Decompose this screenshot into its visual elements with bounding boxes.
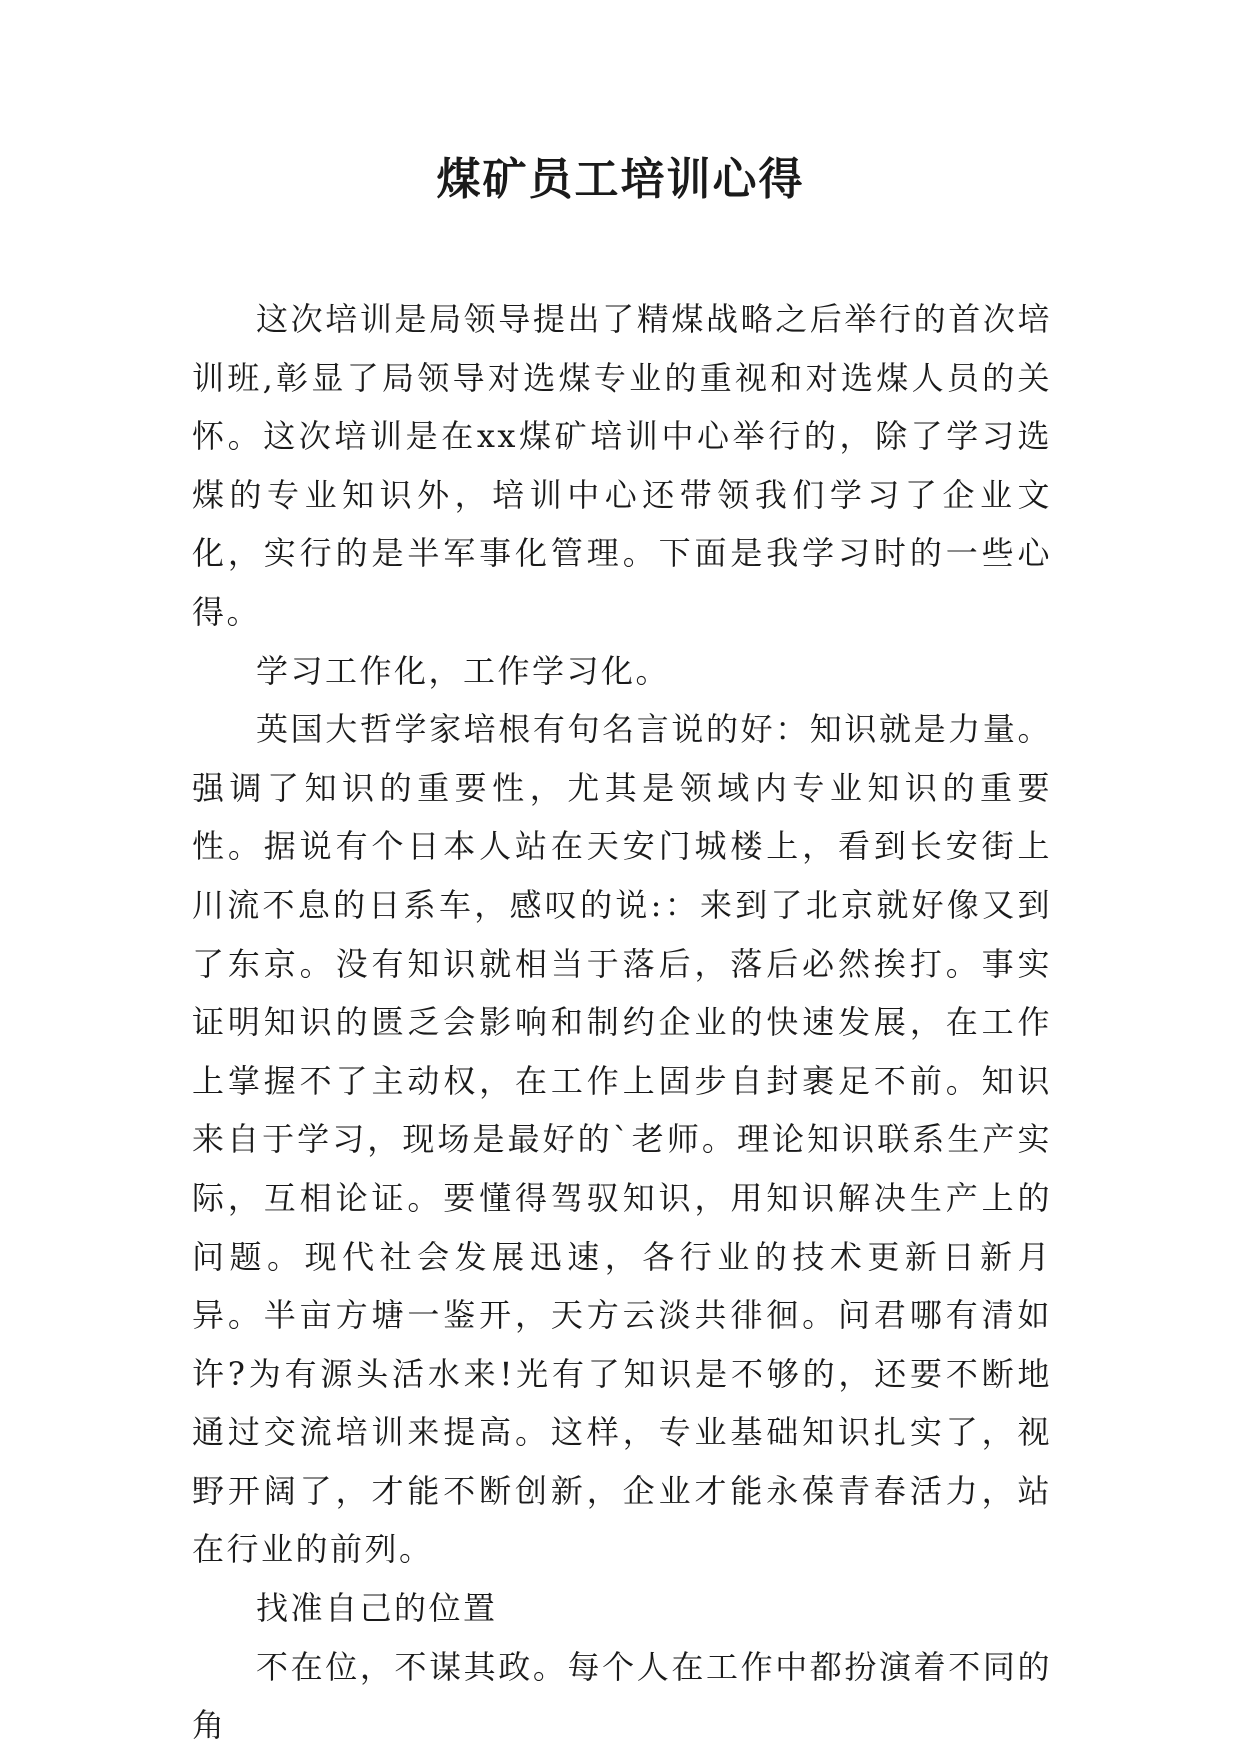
document-body <box>192 290 1052 1755</box>
paragraph: 英国大哲学家培根有句名言说的好：知识就是力量。强调了知识的重要性，尤其是领域内专业知识的重要性。据说有个日本人站在天安门城楼上，看到长安街上川流不息的日系车，感叹的说:：来到了北京就好像又到了东京。没有知识就相当于落后，落后必然挨打。事实证明知识的匮乏会影响和制约企业的快速发展，在工作上掌握不了主动权，在工作上固步自封裹足不前。知识来自于学习，现场是最好的`老师。理论知识联系生产实际，互相论证。要懂得驾驭知识，用知识解决生产上的问题。现代社会发展迅速，各行业的技术更新日新月异。半亩方塘一鉴开，天方云淡共徘徊。问君哪有清如许?为有源头活水来!光有了知识是不够的，还要不断地通过交流培训来提高。这样，专业基础知识扎实了，视野开阔了，才能不断创新，企业才能永葆青春活力，站在行业的前列。 <box>192 710 1052 1569</box>
paragraph: 这次培训是局领导提出了精煤战略之后举行的首次培训班,彰显了局领导对选煤专业的重视和对选煤人员的关怀。这次培训是在xx煤矿培训中心举行的，除了学习选煤的专业知识外，培训中心还带领我们学习了企业文化，实行的是半军事化管理。下面是我学习时的一些心得。 <box>192 300 1052 631</box>
document-title: 煤矿员工培训心得 <box>436 154 805 205</box>
paragraph: 不在位，不谋其政。每个人在工作中都扮演着不同的角 <box>192 1647 1052 1745</box>
paragraph-heading: 找准自己的位置 <box>256 1589 498 1628</box>
paragraph-heading: 学习工作化，工作学习化。 <box>256 651 671 690</box>
